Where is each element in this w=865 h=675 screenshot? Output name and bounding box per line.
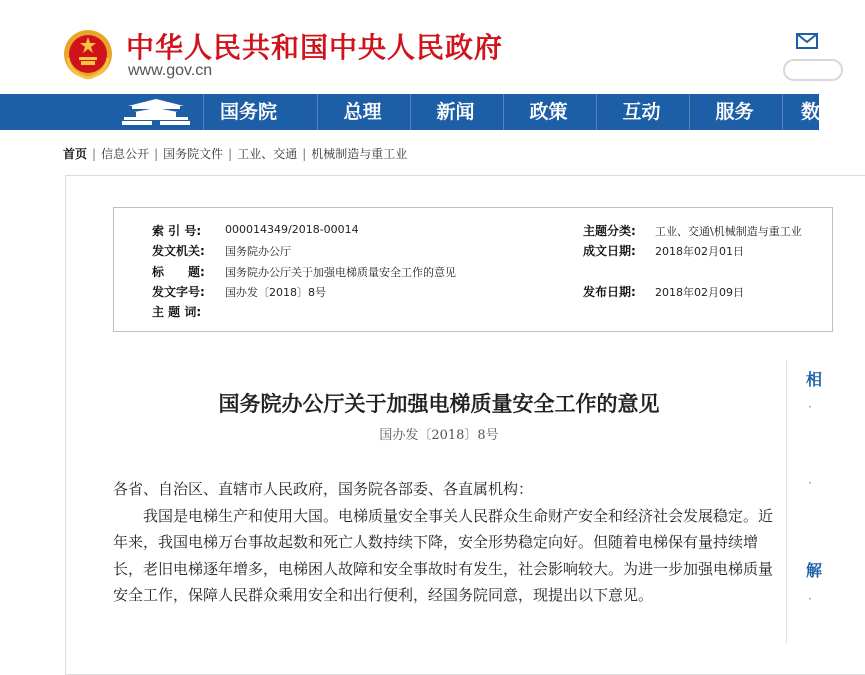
created-date-value: 2018年02月01日 [655, 245, 744, 258]
article-doc-number: 国办发〔2018〕8号 [379, 428, 499, 443]
published-date-label: 发布日期: [583, 285, 636, 299]
breadcrumb-home[interactable]: 首页 [63, 147, 88, 161]
side-panel-divider [786, 360, 787, 644]
index-no-value: 000014349/2018-00014 [225, 223, 359, 236]
nav-item-data[interactable]: 数 [801, 101, 821, 123]
tiananmen-icon[interactable] [118, 97, 194, 127]
article-title: 国务院办公厅关于加强电梯质量安全工作的意见 [218, 391, 660, 416]
keywords-label: 主 题 词: [152, 305, 202, 319]
nav-item-premier[interactable]: 总理 [343, 101, 382, 123]
mail-icon[interactable] [796, 33, 818, 49]
breadcrumb-separator: | [92, 147, 97, 161]
article-salutation: 各省、自治区、直辖市人民政府，国务院各部委、各直属机构： [113, 480, 534, 498]
side-list-bullet: · [808, 400, 812, 414]
category-value: 工业、交通\机械制造与重工业 [655, 225, 802, 238]
breadcrumb [63, 145, 407, 162]
breadcrumb-state-council-docs[interactable]: 国务院文件 [163, 147, 224, 161]
breadcrumb-separator: | [154, 147, 159, 161]
side-panel-heading-related[interactable]: 相 [806, 370, 823, 389]
side-list-bullet: · [808, 592, 812, 606]
search-input[interactable] [783, 59, 843, 81]
nav-item-policy[interactable]: 政策 [529, 101, 568, 123]
site-title[interactable]: 中华人民共和国中央人民政府 [126, 31, 504, 64]
title-label: 标 题: [152, 265, 205, 279]
nav-item-state-council[interactable]: 国务院 [219, 101, 277, 123]
created-date-label: 成文日期: [583, 244, 636, 258]
national-emblem-icon[interactable] [62, 28, 114, 80]
nav-separator [782, 94, 783, 130]
doc-no-value: 国办发〔2018〕8号 [225, 286, 326, 299]
side-list-bullet: · [808, 476, 812, 490]
main-nav [0, 94, 819, 130]
title-value: 国务院办公厅关于加强电梯质量安全工作的意见 [225, 266, 456, 279]
issuer-value: 国务院办公厅 [225, 245, 291, 258]
breadcrumb-separator: | [228, 147, 233, 161]
nav-item-news[interactable]: 新闻 [436, 101, 475, 123]
breadcrumb-machinery[interactable]: 机械制造与重工业 [311, 147, 408, 161]
category-label: 主题分类: [583, 224, 636, 238]
side-panel-heading-interpretation[interactable]: 解 [806, 561, 823, 580]
issuer-label: 发文机关: [152, 244, 205, 258]
published-date-value: 2018年02月09日 [655, 286, 744, 299]
breadcrumb-industry-transport[interactable]: 工业、交通 [237, 147, 298, 161]
breadcrumb-info-disclosure[interactable]: 信息公开 [101, 147, 150, 161]
index-no-label: 索 引 号: [152, 224, 202, 238]
site-header [0, 0, 819, 94]
doc-no-label: 发文字号: [152, 285, 205, 299]
nav-item-service[interactable]: 服务 [715, 101, 754, 123]
article-paragraph: 我国是电梯生产和使用大国。电梯质量安全事关人民群众生命财产安全和经济社会发展稳定。近年来，我国电梯万台事故起数和死亡人数持续下降，安全形势稳定向好。但随着电梯保有量持续增长，老旧电梯逐年增多，电梯困人故障和安全事故时有发生，社会影响较大。为进一步加强电梯质量安全工作，保障人民群众乘用安全和出行便利，经国务院同意，现提出以下意见。 [113, 506, 774, 604]
nav-item-interaction[interactable]: 互动 [622, 101, 661, 123]
breadcrumb-separator: | [302, 147, 307, 161]
article-body [113, 476, 773, 609]
site-url[interactable]: www.gov.cn [128, 62, 213, 79]
document-metadata [113, 207, 833, 332]
